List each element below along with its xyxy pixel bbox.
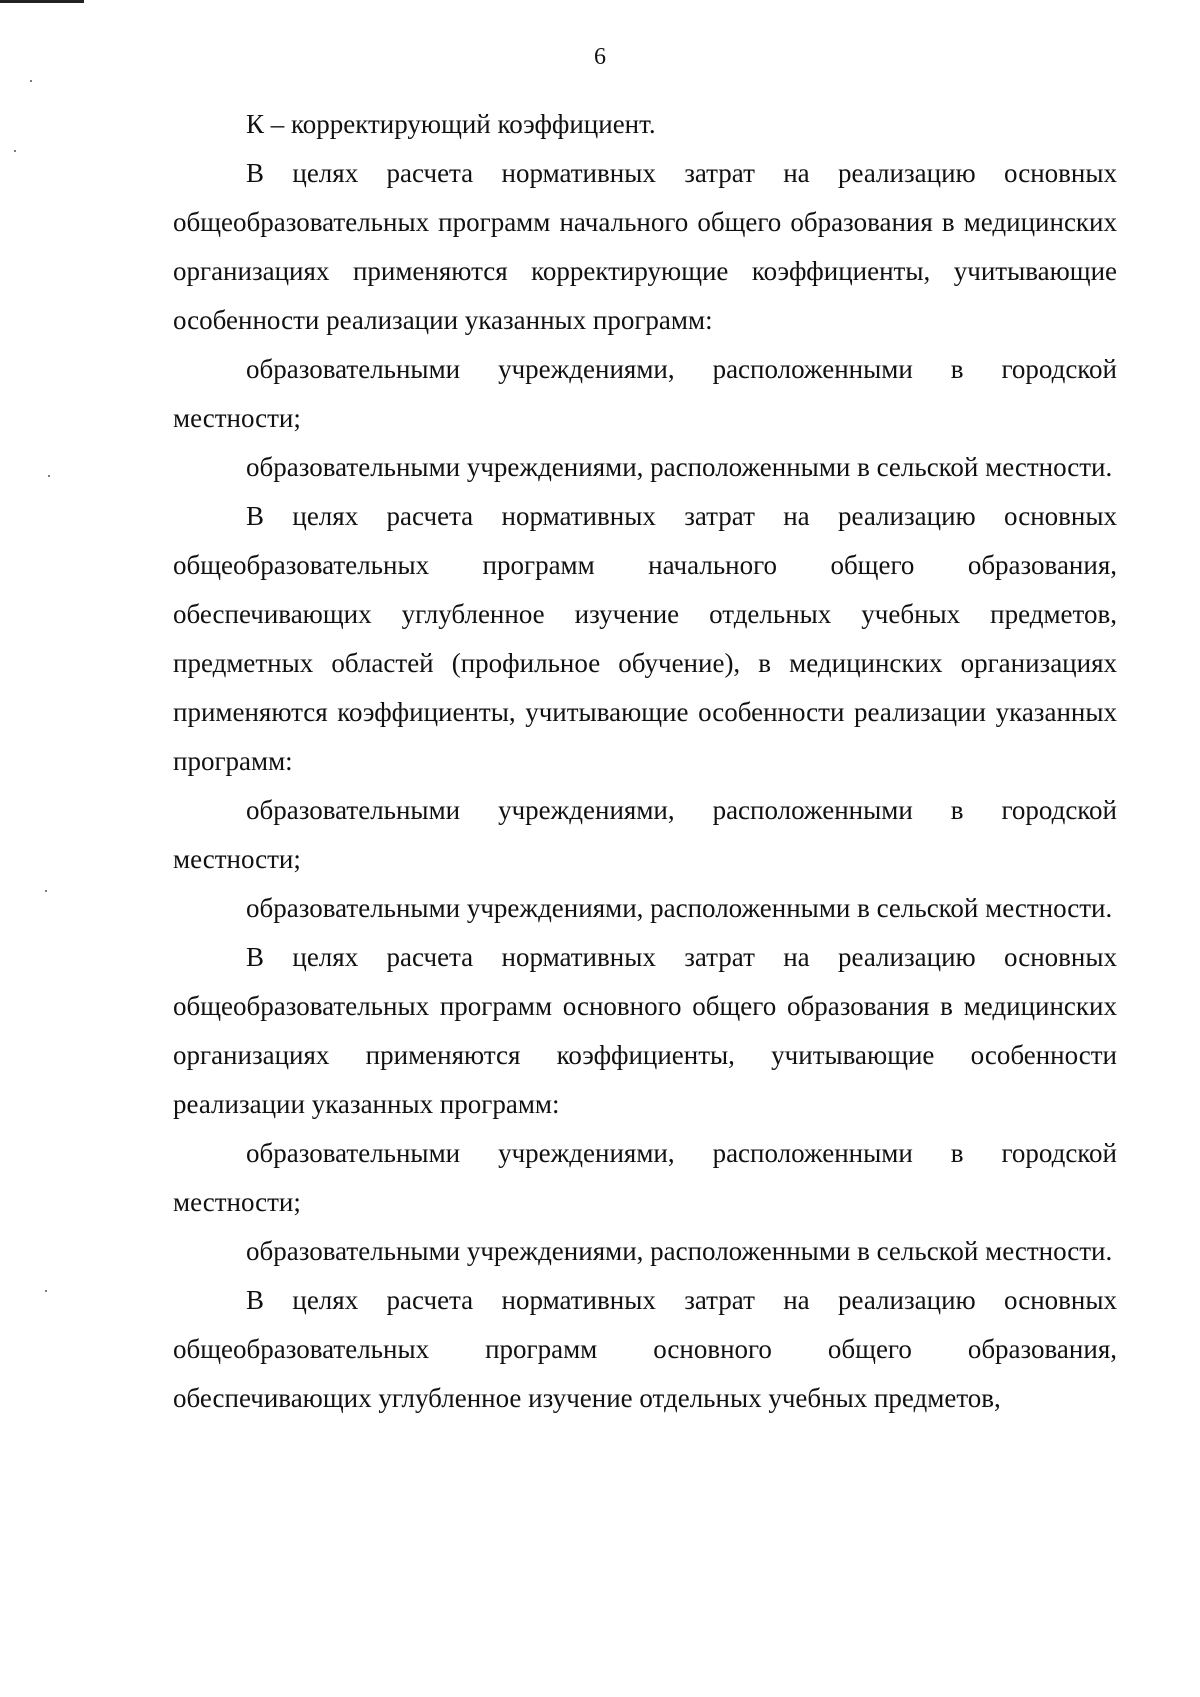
paragraph: В целях расчета нормативных затрат на реализацию основных общеобразовательных программ основного общего образования, обеспечивающих углубленное изучение отдельных учебных предметов, bbox=[173, 1285, 1117, 1413]
paragraph: образовательными учреждениями, расположенными в сельской местности. bbox=[246, 893, 1113, 923]
scan-edge-mark bbox=[0, 0, 84, 3]
scan-speck bbox=[30, 80, 32, 82]
paragraph: образовательными учреждениями, расположенными в городской местности; bbox=[173, 795, 1117, 874]
paragraph: К – корректирующий коэффициент. bbox=[246, 109, 656, 139]
paragraph: В целях расчета нормативных затрат на реализацию основных общеобразовательных программ начального общего образования, обеспечивающих углубленное изучение отдельных учебных предметов, предметных областей (профильное обучение), в медицинских организациях применяются коэффициенты, учитывающие особенности реализации указанных программ: bbox=[173, 501, 1117, 776]
page-number: 6 bbox=[594, 44, 606, 70]
paragraph: образовательными учреждениями, расположенными в сельской местности. bbox=[246, 1236, 1113, 1266]
scan-speck bbox=[48, 475, 50, 477]
scan-speck bbox=[45, 890, 47, 892]
document-body bbox=[173, 100, 1117, 1423]
paragraph: образовательными учреждениями, расположенными в городской местности; bbox=[173, 1138, 1117, 1217]
paragraph: В целях расчета нормативных затрат на реализацию основных общеобразовательных программ начального общего образования в медицинских организациях применяются корректирующие коэффициенты, учитывающие особенности реализации указанных программ: bbox=[173, 158, 1117, 335]
scan-speck bbox=[14, 150, 16, 152]
paragraph: образовательными учреждениями, расположенными в городской местности; bbox=[173, 354, 1117, 433]
paragraph: образовательными учреждениями, расположенными в сельской местности. bbox=[246, 452, 1113, 482]
scan-speck bbox=[45, 1290, 47, 1292]
paragraph: В целях расчета нормативных затрат на реализацию основных общеобразовательных программ основного общего образования в медицинских организациях применяются коэффициенты, учитывающие особенности реализации указанных программ: bbox=[173, 942, 1117, 1119]
